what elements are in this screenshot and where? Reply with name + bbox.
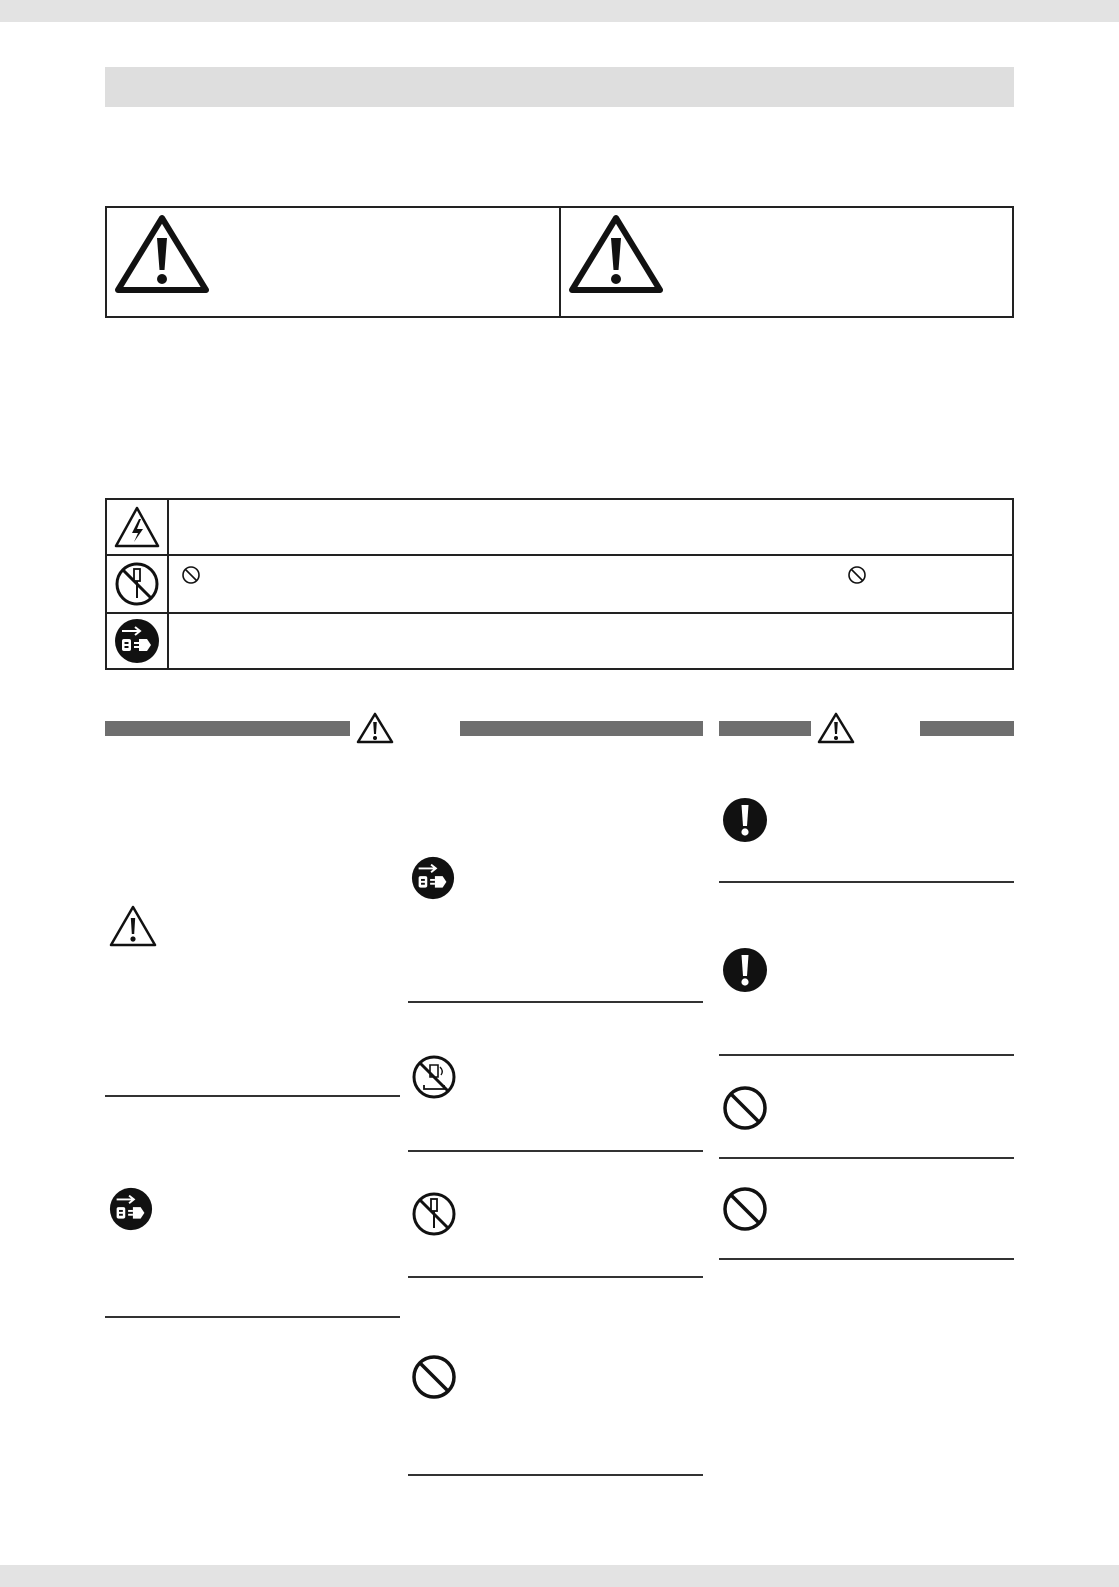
- no-disassembly-icon: [410, 1190, 458, 1238]
- bottom-bar: [0, 1565, 1119, 1587]
- unplug-icon: [410, 855, 456, 901]
- symbol-row-prohibited: [107, 554, 1012, 612]
- symbol-row-unplug: [107, 612, 1012, 668]
- mandatory-icon: [721, 796, 769, 844]
- warning-triangle-icon: [108, 904, 158, 948]
- unplug-icon: [113, 617, 161, 665]
- prohibition-icon: [181, 565, 201, 585]
- item-divider: [719, 1157, 1014, 1159]
- caution-cell: [559, 208, 1013, 316]
- no-disassembly-icon: [113, 560, 161, 608]
- warning-triangle-icon: [569, 214, 663, 294]
- electric-shock-icon: [113, 505, 161, 549]
- item-divider: [408, 1474, 703, 1476]
- prohibition-icon: [721, 1185, 769, 1233]
- no-water-icon: [410, 1053, 458, 1101]
- item-divider: [719, 881, 1014, 883]
- prohibition-icon: [721, 1084, 769, 1132]
- column-header-bar: [105, 721, 350, 736]
- column-header-bar: [920, 721, 1014, 736]
- symbol-row-text: [169, 500, 1012, 554]
- prohibition-icon: [410, 1353, 458, 1401]
- top-bar: [0, 0, 1119, 22]
- symbol-row-electric: [107, 500, 1012, 554]
- warning-triangle-icon: [816, 711, 856, 745]
- item-divider: [719, 1258, 1014, 1260]
- item-divider: [408, 1150, 703, 1152]
- hazard-level-box: [105, 206, 1014, 318]
- prohibition-icon: [847, 565, 867, 585]
- item-divider: [105, 1095, 400, 1097]
- symbol-row-text: [169, 614, 1012, 668]
- warning-triangle-icon: [355, 711, 395, 745]
- warning-cell: [107, 208, 559, 316]
- symbol-legend-table: [105, 498, 1014, 670]
- page-title-band: [105, 67, 1014, 107]
- warning-triangle-icon: [115, 214, 209, 294]
- mandatory-icon: [721, 946, 769, 994]
- column-header-bar: [460, 721, 703, 736]
- item-divider: [408, 1276, 703, 1278]
- item-divider: [719, 1054, 1014, 1056]
- unplug-icon: [108, 1186, 154, 1232]
- item-divider: [105, 1316, 400, 1318]
- item-divider: [408, 1001, 703, 1003]
- column-header-bar: [719, 721, 811, 736]
